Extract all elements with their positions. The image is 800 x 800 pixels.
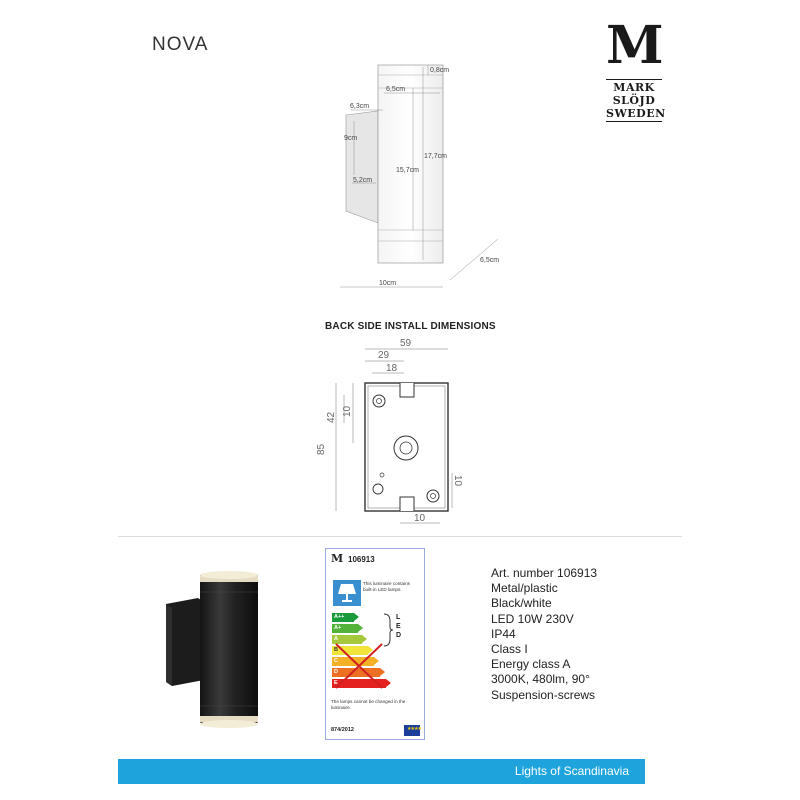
- energy-bar: A+: [332, 624, 358, 633]
- logo-line-slojd: SLÖJD: [612, 94, 656, 107]
- spec-line: Black/white: [491, 596, 552, 611]
- label-inner-height: 15,7cm: [396, 167, 419, 174]
- energy-label: [325, 548, 425, 740]
- energy-bar: B: [332, 646, 368, 655]
- logo-line-sweden: SWEDEN: [606, 107, 666, 120]
- energy-bar: A: [332, 635, 362, 644]
- eu-flag-icon: [404, 725, 420, 736]
- bracket-shape: [346, 111, 378, 223]
- label-bracket-width: 5,2cm: [353, 177, 373, 184]
- label-bracket-height: 9cm: [344, 135, 358, 142]
- range-brace: [382, 613, 394, 647]
- cylinder-body: [378, 65, 443, 263]
- label-diameter-side: 6,5cm: [480, 257, 500, 264]
- spec-list: [491, 566, 597, 703]
- spec-line: LED 10W 230V: [491, 611, 574, 626]
- dim-42: 42: [326, 411, 337, 423]
- brand-logo: [598, 15, 668, 124]
- section-divider: [118, 536, 682, 537]
- energy-bar: C: [332, 657, 374, 666]
- led-text: LED: [396, 614, 402, 639]
- label-bracket-depth: 6,3cm: [350, 103, 370, 110]
- logo-letter: M: [606, 15, 664, 76]
- product-title: NOVA: [152, 34, 209, 55]
- spec-line: Class I: [491, 642, 528, 657]
- spec-line: IP44: [491, 626, 516, 641]
- energy-label-logo: M: [331, 552, 344, 565]
- dim-85: 85: [316, 443, 327, 455]
- install-title: BACK SIDE INSTALL DIMENSIONS: [325, 321, 496, 332]
- dim-29: 29: [378, 350, 390, 361]
- energy-label-regulation: 874/2012: [331, 727, 354, 733]
- spec-line: Suspension-screws: [491, 687, 596, 702]
- footer-text: Lights of Scandinavia: [514, 764, 629, 778]
- screw-hole-bottom: [427, 490, 439, 502]
- dim-18: 18: [386, 363, 398, 374]
- cable-hole: [394, 436, 418, 460]
- energy-label-lamps: The lamps cannot be changed in the luminaire.: [331, 699, 406, 710]
- label-total-width: 10cm: [379, 280, 397, 287]
- energy-bar: E: [332, 679, 386, 688]
- energy-label-art-no: 106913: [348, 555, 375, 564]
- cross-mark: [334, 642, 384, 690]
- spec-line: Energy class A: [491, 657, 571, 672]
- dim-10-left: 10: [342, 405, 353, 417]
- energy-label-contains: This luminaire contains built-in LED lamps.: [363, 581, 410, 592]
- eu-flag-stars: ★★★★: [407, 726, 421, 732]
- label-diameter-top: 6,5cm: [386, 86, 406, 93]
- spec-line: Metal/plastic: [491, 581, 558, 596]
- label-top-ring: 0,8cm: [430, 67, 450, 74]
- energy-bar: A++: [332, 613, 354, 622]
- dim-10-right: 10: [452, 475, 463, 487]
- spec-line: Art. number 106913: [491, 566, 598, 580]
- footer-bar: [118, 759, 645, 784]
- dim-59: 59: [400, 338, 412, 349]
- mounting-plate: [365, 383, 448, 511]
- label-total-height: 17,7cm: [424, 153, 447, 160]
- lamp-icon: [332, 579, 362, 607]
- energy-bar: D: [332, 668, 380, 677]
- dimensions-drawing: [300, 55, 520, 295]
- install-drawing: [300, 333, 480, 533]
- logo-line-mark: MARK: [613, 81, 655, 94]
- spec-line: 3000K, 480lm, 90°: [491, 672, 590, 687]
- product-photo: [160, 560, 280, 735]
- screw-hole-top: [373, 395, 385, 407]
- dim-10-bottom: 10: [414, 513, 426, 524]
